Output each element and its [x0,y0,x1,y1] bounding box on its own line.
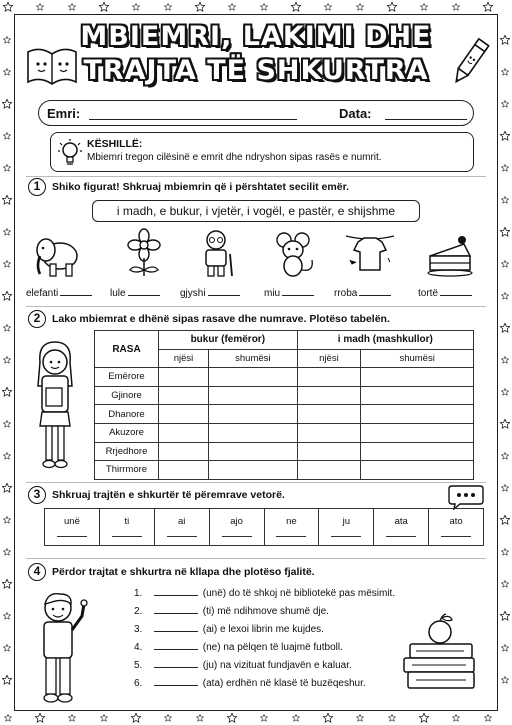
table-row [95,368,474,387]
answer-cell[interactable] [159,442,209,461]
star-icon [500,323,510,332]
star-icon [324,3,331,10]
star-icon [452,714,459,721]
answer-blank[interactable] [208,295,240,296]
star-icon [501,388,508,395]
star-icon [484,714,491,721]
star-icon [3,132,10,139]
sentence-item: 4. (ne) na pëlqen të luajmë futboll. [134,642,343,653]
noun-torte: tortë [418,288,472,299]
group-header-madh: i madh (mashkullor) [297,331,473,350]
answer-blank[interactable] [154,595,198,596]
answer-cell[interactable] [297,423,361,442]
name-field[interactable] [89,119,297,120]
case-label: Thirrmore [95,461,159,480]
sentence-item: 1. (unë) do të shkoj në bibliotekë pas mësimit. [134,588,396,599]
star-icon [356,3,363,10]
table-row [95,461,474,480]
star-icon [501,100,508,107]
worksheet-title [80,20,432,92]
table-row [95,386,474,405]
date-label: Data: [339,106,372,121]
star-icon [419,713,429,722]
sub-header: njësi [297,349,361,368]
star-icon [501,292,508,299]
answer-cell[interactable] [361,442,474,461]
sub-header: shumësi [361,349,474,368]
answer-cell[interactable] [297,368,361,387]
pronoun-cell: ata [374,509,429,545]
star-icon [2,579,12,588]
elephant-icon [30,228,82,280]
section-divider [26,306,486,307]
section-number-2: 2 [28,310,46,328]
answer-blank[interactable] [359,295,391,296]
star-icon [500,515,510,524]
noun-miu: miu [264,288,314,299]
answer-cell[interactable] [209,461,298,480]
tip-title: KËSHILLË: [87,138,143,150]
star-icon [36,3,43,10]
girl-student-icon [30,340,80,472]
declension-table [94,330,474,480]
star-icon [3,516,10,523]
star-icon [501,196,508,203]
answer-cell[interactable] [297,386,361,405]
star-icon [3,452,10,459]
star-icon [500,419,510,428]
star-icon [3,260,10,267]
star-icon [3,36,10,43]
lightbulb-icon [57,137,83,169]
star-icon [501,676,508,683]
section-number-3: 3 [28,486,46,504]
pronoun-row [44,508,484,546]
star-icon [3,356,10,363]
answer-blank[interactable] [154,649,198,650]
section3-instruction: Shkruaj trajtën e shkurtër të përemrave vetorë. [52,489,285,501]
open-book-icon [24,42,80,88]
star-icon [501,68,508,75]
star-icon [3,644,10,651]
answer-cell[interactable] [209,386,298,405]
sentence-item: 6. (ata) erdhën në klasë të buzëqeshur. [134,678,366,689]
answer-cell[interactable] [209,442,298,461]
answer-cell[interactable] [209,368,298,387]
case-header: RASA [95,331,159,368]
star-icon [2,291,12,300]
tip-text: Mbiemri tregon cilësinë e emrit dhe ndryshon sipas rasës e numrit. [87,152,382,163]
section-number-1: 1 [28,178,46,196]
sub-header: shumësi [209,349,298,368]
section4-instruction: Përdor trajtat e shkurtra në kllapa dhe plotëso fjalitë. [52,566,315,578]
star-icon [2,675,12,684]
answer-blank[interactable] [112,536,142,537]
sub-header: njësi [159,349,209,368]
star-icon [4,714,11,721]
title-line-2: TRAJTA TË SHKURTRA [83,55,429,86]
star-icon [323,713,333,722]
answer-blank[interactable] [57,536,87,537]
star-icon [501,164,508,171]
star-icon [2,99,12,108]
star-icon [500,227,510,236]
star-icon [483,2,493,11]
answer-cell[interactable] [361,405,474,424]
star-icon [3,324,10,331]
case-label: Akuzore [95,423,159,442]
pronoun-cell: ai [155,509,210,545]
sentence-item: 2. (ti) më ndihmove shumë dje. [134,606,329,617]
star-icon [292,714,299,721]
star-icon [501,260,508,267]
star-icon [132,3,139,10]
star-icon [35,713,45,722]
answer-blank[interactable] [386,536,416,537]
name-date-bar [38,100,474,126]
section-divider [26,176,486,177]
star-icon [500,611,510,620]
star-icon [2,387,12,396]
date-field[interactable] [385,119,467,120]
star-icon [164,714,171,721]
star-icon [68,714,75,721]
answer-blank[interactable] [440,295,472,296]
star-icon [501,452,508,459]
noun-rroba: rroba [334,288,391,299]
star-icon [260,714,267,721]
section-number-4: 4 [28,563,46,581]
flower-icon [118,228,170,280]
noun-elefanti: elefanti [26,288,92,299]
star-icon [501,484,508,491]
star-icon [3,68,10,75]
star-icon [388,714,395,721]
answer-cell[interactable] [159,368,209,387]
star-icon [501,580,508,587]
answer-blank[interactable] [441,536,471,537]
star-icon [196,714,203,721]
star-icon [500,131,510,140]
adjective-word-bank: i madh, e bukur, i vjetër, i vogël, e pastër, e shijshme [92,200,420,222]
answer-cell[interactable] [361,461,474,480]
table-row [95,442,474,461]
grandpa-icon [192,228,244,280]
case-label: Gjinore [95,386,159,405]
star-icon [3,164,10,171]
answer-cell[interactable] [297,461,361,480]
answer-blank[interactable] [167,536,197,537]
answer-blank[interactable] [222,536,252,537]
answer-blank[interactable] [154,613,198,614]
boy-student-icon [30,590,94,706]
section2-instruction: Lako mbiemrat e dhënë sipas rasave dhe numrave. Plotëso tabelën. [52,313,390,325]
star-icon [501,356,508,363]
answer-cell[interactable] [159,423,209,442]
answer-cell[interactable] [209,405,298,424]
star-icon [227,713,237,722]
star-icon [3,228,10,235]
star-icon [260,3,267,10]
group-header-bukur: bukur (femëror) [159,331,298,350]
section-divider [26,482,486,483]
star-icon [501,548,508,555]
answer-cell[interactable] [297,405,361,424]
star-icon [3,548,10,555]
answer-cell[interactable] [159,461,209,480]
star-icon [195,2,205,11]
pencil-icon [450,34,490,90]
section-divider [26,558,486,559]
speech-bubble-icon [448,484,484,510]
sentence-item: 3. (ai) e lexoi librin me kujdes. [134,624,324,635]
star-icon [420,3,427,10]
answer-cell[interactable] [159,405,209,424]
star-icon [131,713,141,722]
star-icon [452,3,459,10]
title-line-1: MBIEMRI, LAKIMI DHE [80,21,432,52]
case-label: Dhanore [95,405,159,424]
star-icon [501,644,508,651]
star-icon [500,35,510,44]
star-icon [99,2,109,11]
clothes-icon [344,228,396,280]
answer-cell[interactable] [361,423,474,442]
answer-blank[interactable] [60,295,92,296]
answer-blank[interactable] [128,295,160,296]
case-label: Emërore [95,368,159,387]
answer-blank[interactable] [331,536,361,537]
star-icon [100,714,107,721]
star-icon [228,3,235,10]
tip-box [50,132,474,172]
pronoun-cell: ato [429,509,483,545]
answer-cell[interactable] [361,386,474,405]
noun-gjyshi: gjyshi [180,288,240,299]
star-icon [2,483,12,492]
table-row [95,405,474,424]
star-icon [3,420,10,427]
table-row [95,423,474,442]
star-icon [356,714,363,721]
answer-cell[interactable] [297,442,361,461]
noun-lule: lule [110,288,160,299]
star-icon [2,195,12,204]
case-label: Rrjedhore [95,442,159,461]
answer-blank[interactable] [154,667,198,668]
books-and-apple-icon [398,612,482,694]
name-label: Emri: [47,106,81,121]
section1-instruction: Shiko figurat! Shkruaj mbiemrin që i përshtatet secilit emër. [52,181,349,193]
pronoun-cell: ajo [210,509,265,545]
answer-blank[interactable] [282,295,314,296]
answer-cell[interactable] [209,423,298,442]
answer-cell[interactable] [159,386,209,405]
mouse-icon [268,228,320,280]
answer-blank[interactable] [154,685,198,686]
star-icon [3,612,10,619]
answer-blank[interactable] [276,536,306,537]
answer-blank[interactable] [154,631,198,632]
star-icon [387,2,397,11]
star-icon [68,3,75,10]
pronoun-cell: unë [45,509,100,545]
pronoun-cell: ju [319,509,374,545]
pronoun-cell: ne [265,509,320,545]
star-icon [291,2,301,11]
pronoun-cell: ti [100,509,155,545]
star-icon [164,3,171,10]
answer-cell[interactable] [361,368,474,387]
sentence-item: 5. (ju) na vizituat fundjavën e kaluar. [134,660,352,671]
cake-icon [424,228,476,280]
star-icon [3,2,13,11]
